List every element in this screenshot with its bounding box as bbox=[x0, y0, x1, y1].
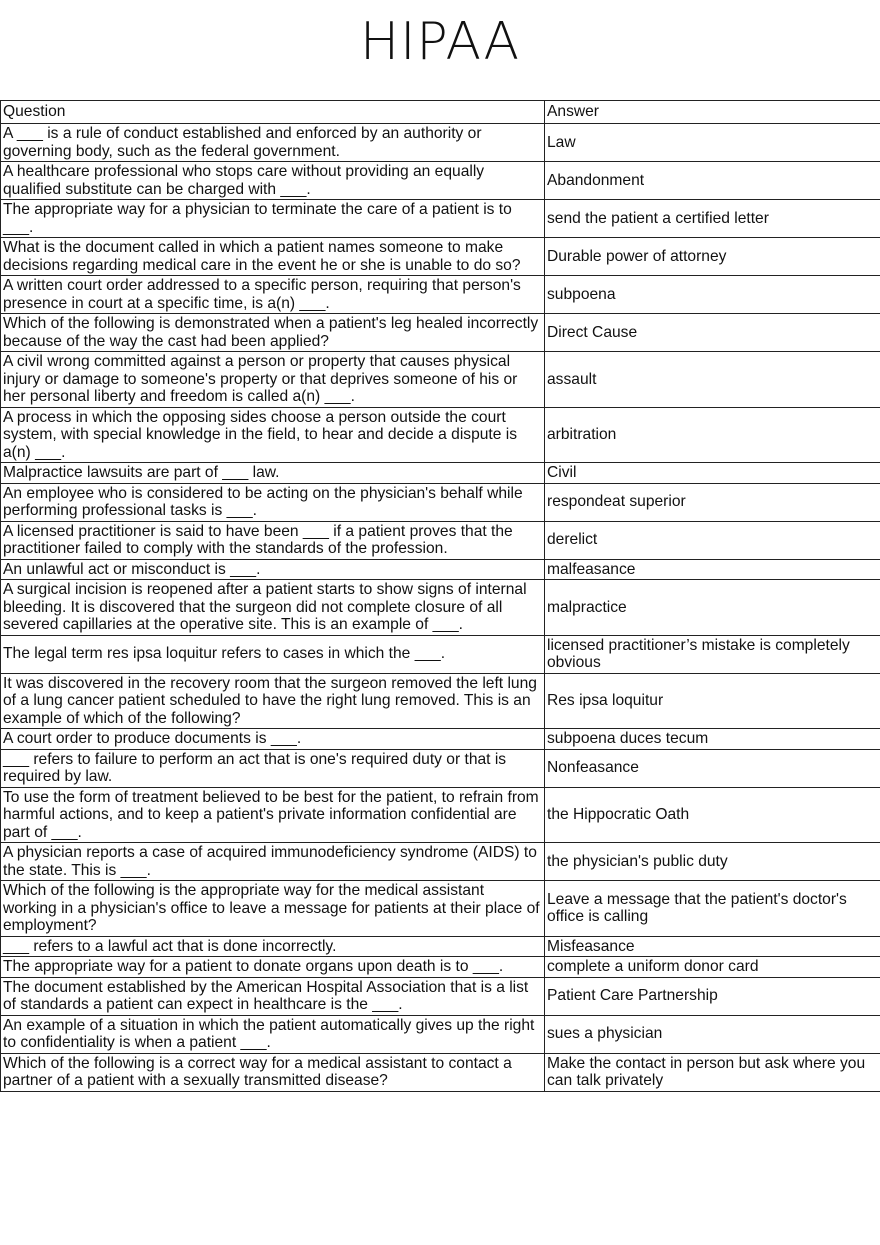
answer-cell: respondeat superior bbox=[545, 483, 880, 521]
table-row bbox=[1, 238, 880, 276]
question-cell: A court order to produce documents is ___. bbox=[1, 729, 545, 750]
table-row bbox=[1, 463, 880, 484]
question-cell: A process in which the opposing sides choose a person outside the court system, with special knowledge in the field, to hear and decide a dispute is a(n) ___. bbox=[1, 407, 545, 463]
table-row bbox=[1, 843, 880, 881]
answer-cell: sues a physician bbox=[545, 1015, 880, 1053]
answer-cell: Make the contact in person but ask where you can talk privately bbox=[545, 1053, 880, 1091]
table-row bbox=[1, 977, 880, 1015]
question-cell: A physician reports a case of acquired immunodeficiency syndrome (AIDS) to the state. This is ___. bbox=[1, 843, 545, 881]
table-row bbox=[1, 352, 880, 408]
answer-cell: send the patient a certified letter bbox=[545, 200, 880, 238]
answer-header: Answer bbox=[545, 101, 880, 124]
question-cell: A licensed practitioner is said to have been ___ if a patient proves that the practitioner failed to comply with the standards of the profession. bbox=[1, 521, 545, 559]
question-cell: What is the document called in which a patient names someone to make decisions regarding medical care in the event he or she is unable to do so? bbox=[1, 238, 545, 276]
question-cell: A written court order addressed to a specific person, requiring that person's presence in court at a specific time, is a(n) ___. bbox=[1, 276, 545, 314]
answer-cell: subpoena bbox=[545, 276, 880, 314]
page-title: HIPAA bbox=[359, 12, 521, 72]
question-cell: The appropriate way for a physician to terminate the care of a patient is to ___. bbox=[1, 200, 545, 238]
qa-rows bbox=[1, 124, 880, 1092]
question-cell: The document established by the American Hospital Association that is a list of standards a patient can expect in healthcare is the ___. bbox=[1, 977, 545, 1015]
table-row bbox=[1, 957, 880, 978]
answer-cell: Patient Care Partnership bbox=[545, 977, 880, 1015]
answer-cell: Law bbox=[545, 124, 880, 162]
table-row bbox=[1, 1053, 880, 1091]
answer-cell: Abandonment bbox=[545, 162, 880, 200]
table-row bbox=[1, 521, 880, 559]
question-cell: An employee who is considered to be acting on the physician's behalf while performing professional tasks is ___. bbox=[1, 483, 545, 521]
table-row bbox=[1, 729, 880, 750]
question-cell: Which of the following is the appropriate way for the medical assistant working in a physician's office to leave a message for patients at their place of employment? bbox=[1, 881, 545, 937]
answer-cell: arbitration bbox=[545, 407, 880, 463]
answer-cell: assault bbox=[545, 352, 880, 408]
table-row bbox=[1, 936, 880, 957]
answer-cell: Res ipsa loquitur bbox=[545, 673, 880, 729]
table-row bbox=[1, 276, 880, 314]
table-row bbox=[1, 407, 880, 463]
question-cell: An example of a situation in which the patient automatically gives up the right to confidentiality is when a patient ___. bbox=[1, 1015, 545, 1053]
table-row bbox=[1, 1015, 880, 1053]
table-row bbox=[1, 200, 880, 238]
answer-cell: Civil bbox=[545, 463, 880, 484]
answer-cell: Nonfeasance bbox=[545, 749, 880, 787]
answer-cell: derelict bbox=[545, 521, 880, 559]
answer-cell: the physician's public duty bbox=[545, 843, 880, 881]
answer-cell: complete a uniform donor card bbox=[545, 957, 880, 978]
question-cell: A civil wrong committed against a person or property that causes physical injury or damage to someone's property or that deprives someone of his or her personal liberty and freedom is called a(n) ___. bbox=[1, 352, 545, 408]
table-row bbox=[1, 787, 880, 843]
table-row bbox=[1, 673, 880, 729]
answer-cell: the Hippocratic Oath bbox=[545, 787, 880, 843]
answer-cell: Durable power of attorney bbox=[545, 238, 880, 276]
answer-cell: licensed practitioner’s mistake is completely obvious bbox=[545, 635, 880, 673]
table-row bbox=[1, 749, 880, 787]
question-cell: A ___ is a rule of conduct established and enforced by an authority or governing body, such as the federal government. bbox=[1, 124, 545, 162]
table-row bbox=[1, 314, 880, 352]
table-row bbox=[1, 162, 880, 200]
question-cell: The appropriate way for a patient to donate organs upon death is to ___. bbox=[1, 957, 545, 978]
table-row bbox=[1, 635, 880, 673]
question-cell: An unlawful act or misconduct is ___. bbox=[1, 559, 545, 580]
question-cell: To use the form of treatment believed to be best for the patient, to refrain from harmful actions, and to keep a patient's private information confidential are part of ___. bbox=[1, 787, 545, 843]
question-cell: ___ refers to a lawful act that is done incorrectly. bbox=[1, 936, 545, 957]
question-cell: A healthcare professional who stops care without providing an equally qualified substitute can be charged with ___. bbox=[1, 162, 545, 200]
answer-cell: Direct Cause bbox=[545, 314, 880, 352]
question-cell: It was discovered in the recovery room that the surgeon removed the left lung of a lung cancer patient scheduled to have the right lung removed. This is an example of which of the following? bbox=[1, 673, 545, 729]
question-cell: Malpractice lawsuits are part of ___ law. bbox=[1, 463, 545, 484]
table-row bbox=[1, 559, 880, 580]
table-row bbox=[1, 881, 880, 937]
question-cell: Which of the following is demonstrated when a patient's leg healed incorrectly because of the way the cast had been applied? bbox=[1, 314, 545, 352]
table-row bbox=[1, 483, 880, 521]
question-header: Question bbox=[1, 101, 545, 124]
header-row bbox=[1, 101, 880, 124]
question-cell: ___ refers to failure to perform an act that is one's required duty or that is required by law. bbox=[1, 749, 545, 787]
answer-cell: Leave a message that the patient's doctor's office is calling bbox=[545, 881, 880, 937]
answer-cell: malpractice bbox=[545, 580, 880, 636]
table-row bbox=[1, 124, 880, 162]
question-cell: The legal term res ipsa loquitur refers to cases in which the ___. bbox=[1, 635, 545, 673]
qa-table bbox=[0, 100, 880, 1092]
answer-cell: Misfeasance bbox=[545, 936, 880, 957]
answer-cell: malfeasance bbox=[545, 559, 880, 580]
question-cell: Which of the following is a correct way for a medical assistant to contact a partner of a patient with a sexually transmitted disease? bbox=[1, 1053, 545, 1091]
table-row bbox=[1, 580, 880, 636]
question-cell: A surgical incision is reopened after a patient starts to show signs of internal bleeding. It is discovered that the surgeon did not complete closure of all severed capillaries at the operative site. This is an example of ___. bbox=[1, 580, 545, 636]
answer-cell: subpoena duces tecum bbox=[545, 729, 880, 750]
